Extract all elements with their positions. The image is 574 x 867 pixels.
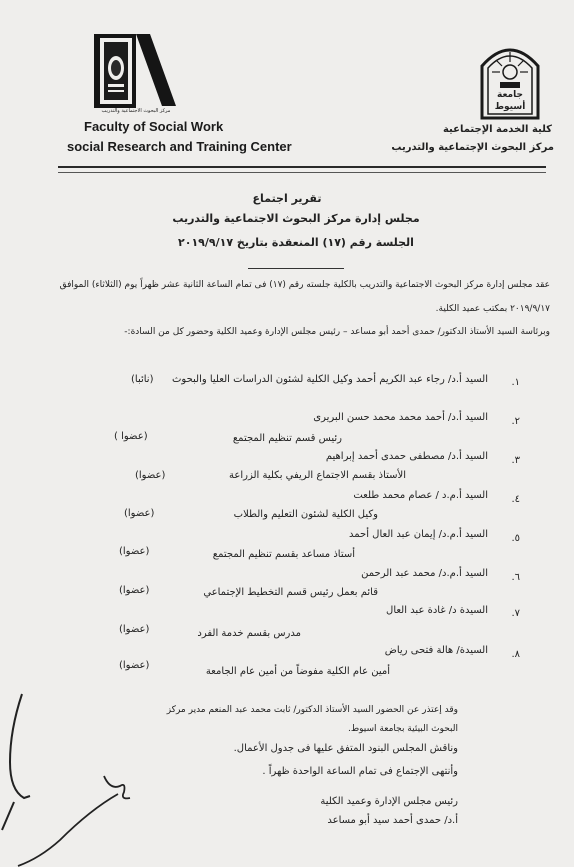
header-divider-thin [58,172,546,173]
member-number: ٨. [511,649,520,660]
member-name: السيد أ.م.د/ إيمان عبد العال أحمد [349,529,488,540]
member-role: أستاذ مساعد بقسم تنظيم المجتمع [212,549,355,560]
member-name: السيد أ.م.د/ محمد عبد الرحمن [361,568,488,579]
member-name: السيد أ.د/ أحمد محمد محمد حسن البريرى [313,412,488,423]
member-name: السيد أ.د/ مصطفى حمدى أحمد إبراهيم [325,451,488,462]
apology-line-1: وقد إعتذر عن الحضور السيد الأستاذ الدكتور/ ثابت محمد عبد المنعم مدير مركز [166,705,458,715]
session-info: الجلسة رقم (١٧) المنعقدة بتاريخ ٢٠١٩/٩/١٧ [178,236,414,249]
research-center-logo [92,30,178,116]
member-role: قائم بعمل رئيس قسم التخطيط الإجتماعي [203,587,378,598]
member-number: ٧. [511,608,520,619]
member-status: (عضوا) [119,660,150,671]
member-status: ( عضوا) [114,431,148,442]
faculty-name-english: Faculty of Social Work [84,119,224,134]
member-name: السيد أ.م.د / عصام محمد طلعت [353,490,488,501]
header-divider-thick [58,166,546,168]
member-role: أمين عام الكلية مفوضاً من أمين عام الجامعة [205,666,390,677]
intro-line-3: وبرئاسة السيد الأستاذ الدكتور/ حمدى أحمد أبو مساعد – رئيس مجلس الإدارة وعميد الكلية وحضور كل من السادة:- [124,327,550,337]
meeting-end-line: وأنتهى الإجتماع فى تمام الساعة الواحدة ظهراً . [262,766,458,777]
intro-line-1: عقد مجلس إدارة مركز البحوث الاجتماعية والتدريب بالكلية جلسته رقم (١٧) فى تمام الساعة الثانية عشر ظهراً يوم (الثلاثاء) الموافق [59,280,550,290]
assiut-university-logo [478,38,542,120]
member-number: ٤. [511,494,520,505]
member-name: السيدة د/ غادة عبد العال [386,605,488,616]
member-role: رئيس قسم تنظيم المجتمع [232,433,342,444]
member-status: (عضوا) [124,508,155,519]
center-name-arabic: مركز البحوث الإجتماعية والتدريب [391,142,554,153]
member-status: (نائبا) [131,374,154,385]
member-number: ٦. [511,572,520,583]
report-title: تقرير اجتماع [252,192,322,205]
title-underline [248,268,344,269]
handwritten-signature-icon [0,690,200,867]
member-status: (عضوا) [119,624,150,635]
apology-line-2: البحوث البيئية بجامعة اسيوط. [347,724,458,734]
member-name: السيد أ.د/ رجاء عبد الكريم أحمد وكيل الكلية لشئون الدراسات العليا والبحوث [171,374,488,385]
intro-line-2: ٢٠١٩/٩/١٧ بمكتب عميد الكلية. [435,304,550,314]
member-status: (عضوا) [119,546,150,557]
left-logo-caption: مركز البحوث الاجتماعية والتدريب [101,108,171,114]
center-name-english: social Research and Training Center [67,139,292,154]
signature-name: أ.د/ حمدى أحمد سيد أبو مساعد [327,815,458,826]
discussion-line: وناقش المجلس البنود المتفق عليها فى جدول الأعمال. [233,743,458,754]
member-role: وكيل الكلية لشئون التعليم والطلاب [233,509,378,520]
member-number: ١. [511,377,520,388]
member-number: ٥. [511,533,520,544]
logo-text-top: جامعة [497,90,523,100]
research-center-emblem-icon [92,30,178,116]
logo-text-bottom: أسيوط [494,102,526,112]
signature-title: رئيس مجلس الإدارة وعميد الكلية [320,796,458,807]
member-name: السيدة/ هالة فتحى رياض [384,645,488,656]
member-status: (عضوا) [119,585,150,596]
member-status: (عضوا) [135,470,166,481]
faculty-name-arabic: كلية الخدمة الإجتماعية [442,124,552,135]
member-role: مدرس بقسم خدمة الفرد [197,628,301,639]
member-number: ٢. [511,416,520,427]
board-name: مجلس إدارة مركز البحوث الاجتماعية والتدريب [172,212,420,225]
member-role: الأستاذ بقسم الاجتماع الريفي بكلية الزراعة [229,470,406,481]
member-number: ٣. [511,455,520,466]
